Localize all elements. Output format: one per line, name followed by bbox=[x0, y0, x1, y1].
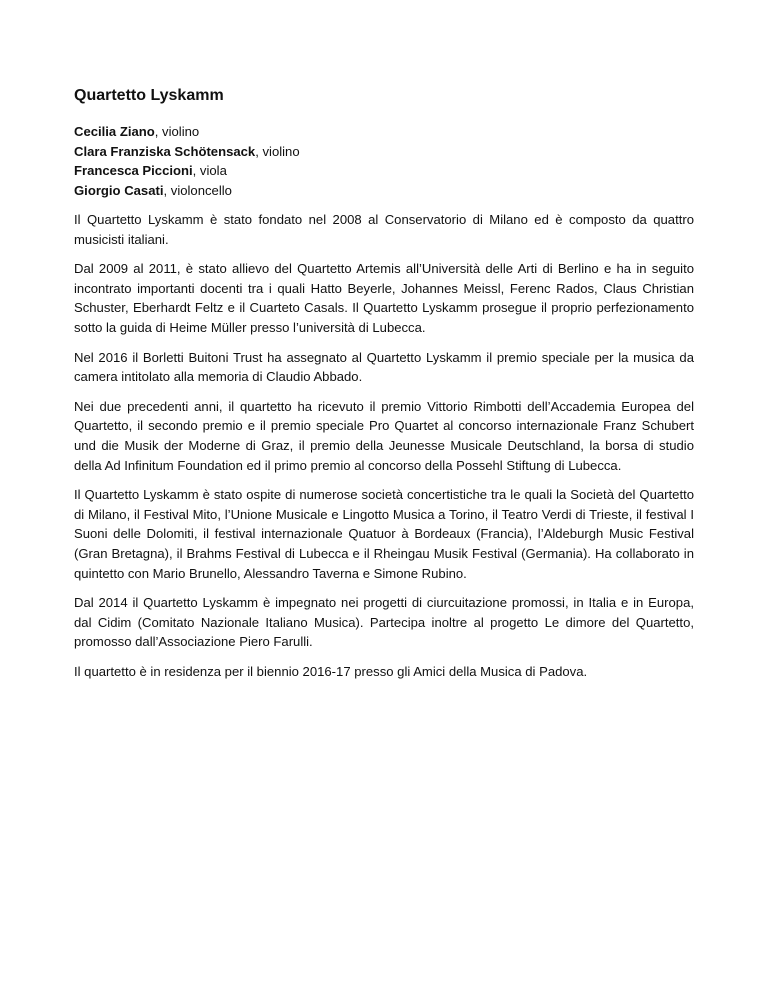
paragraph-foundation: Il Quartetto Lyskamm è stato fondato nel 2008 al Conservatorio di Milano ed è composto da quattro musicisti italiani. bbox=[74, 212, 694, 247]
member-item bbox=[74, 161, 694, 181]
paragraph-training: Dal 2009 al 2011, è stato allievo del Quartetto Artemis all’Università delle Arti di Berlino e ha in seguito incontrato importanti docenti tra i quali Hatto Beyerle, Johannes Meissl, Ferenc Rados, Claus Christian Schuster, Eberhardt Feltz e il Cuarteto Casals. Il Quartetto Lyskamm prosegue il proprio perfezionamento sotto la guida di Heime Müller presso l’università di Lubecca. bbox=[74, 261, 694, 335]
member-name: Francesca Piccioni bbox=[74, 163, 193, 178]
document-page bbox=[74, 86, 694, 691]
document-title: Quartetto Lyskamm bbox=[74, 87, 224, 104]
member-name: Cecilia Ziano bbox=[74, 124, 155, 139]
paragraph-prizes: Nei due precedenti anni, il quartetto ha ricevuto il premio Vittorio Rimbotti dell’Accademia Europea del Quartetto, il secondo premio e il premio speciale Pro Quartet al concorso internazionale Franz Schubert und die Musik der Moderne di Graz, il premio della Jeunesse Musicale Deutschland, la borsa di studio della Ad Infinitum Foundation ed il primo premio al concorso della Possehl Stiftung di Lubecca. bbox=[74, 398, 694, 473]
member-name: Giorgio Casati bbox=[74, 182, 164, 198]
member-role: , violino bbox=[154, 124, 200, 139]
paragraph-award-2016: Nel 2016 il Borletti Buitoni Trust ha assegnato al Quartetto Lyskamm il premio speciale per la musica da camera intitolato alla memoria di Claudio Abbado. bbox=[74, 349, 694, 385]
member-name: Clara Franziska Schötensack bbox=[74, 143, 256, 159]
member-list bbox=[74, 122, 694, 200]
member-role: , viola bbox=[192, 163, 227, 178]
member-item bbox=[74, 142, 694, 162]
member-role: , violino bbox=[255, 143, 300, 159]
paragraph-concerts: Il Quartetto Lyskamm è stato ospite di numerose società concertistiche tra le quali la Società del Quartetto di Milano, il Festival Mito, l’Unione Musicale e Lingotto Musica a Torino, il Teatro Verdi di Trieste, il festival I Suoni delle Dolomiti, il festival internazionale Quatuor à Bordeaux (Francia), l’Aldeburgh Music Festival (Gran Bretagna), il Brahms Festival di Lubecca e il Rheingau Musik Festival (Germania). Ha collaborato in quintetto con Mario Brunello, Alessandro Taverna e Simone Rubino. bbox=[74, 487, 694, 581]
member-role: , violoncello bbox=[163, 182, 232, 198]
member-item bbox=[74, 181, 694, 201]
member-item bbox=[74, 122, 694, 142]
paragraph-residence: Il quartetto è in residenza per il biennio 2016-17 presso gli Amici della Musica di Padova. bbox=[74, 663, 588, 679]
paragraph-projects: Dal 2014 il Quartetto Lyskamm è impegnato nei progetti di ciurcuitazione promossi, in Italia e in Europa, dal Cidim (Comitato Nazionale Italiano Musica). Partecipa inoltre al progetto Le dimore del Quartetto, promosso dall’Associazione Piero Farulli. bbox=[74, 595, 694, 650]
